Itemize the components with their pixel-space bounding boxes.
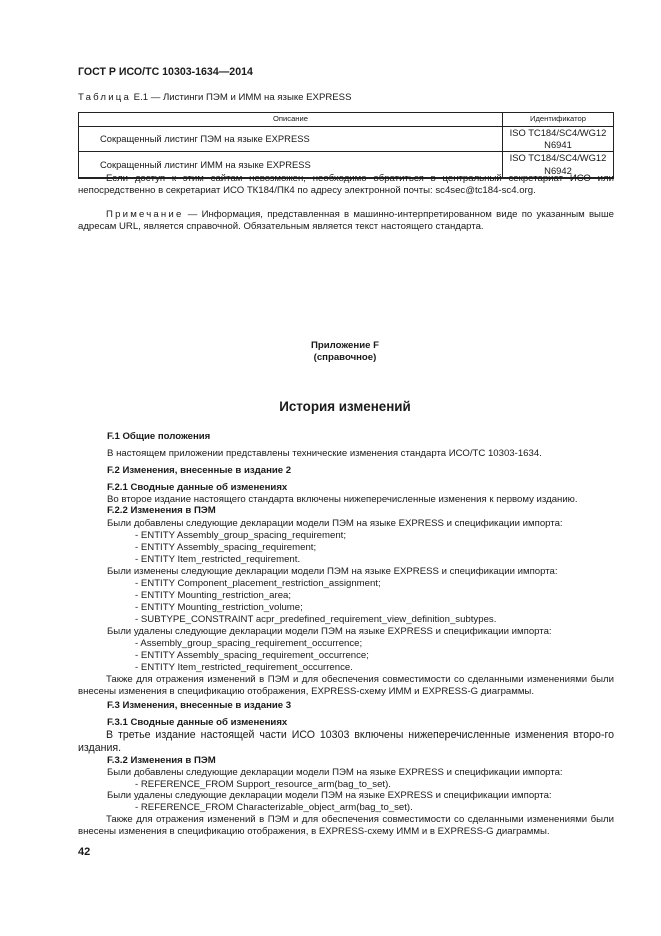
changed-intro: Были изменены следующие декларации модели ПЭМ на языке EXPRESS и спецификации импорта: — [107, 566, 558, 577]
page-number: 42 — [78, 846, 91, 858]
removed-intro: Были удалены следующие декларации модели ПЭМ на языке EXPRESS и спецификации импорта: — [107, 626, 552, 637]
list-item: - SUBTYPE_CONSTRAINT acpr_predefined_requirement_view_definition_subtypes. — [135, 614, 497, 625]
subsection-heading-f21: F.2.1 Сводные данные об изменениях — [107, 482, 288, 493]
appendix-heading — [0, 340, 661, 364]
list-item: - ENTITY Assembly_group_spacing_requirement; — [135, 530, 346, 541]
added-intro: Были добавлены следующие декларации модели ПЭМ на языке EXPRESS и спецификации импорта: — [107, 518, 563, 529]
table-row — [79, 127, 614, 152]
table-caption-label: Таблица — [78, 92, 132, 103]
table-cell: Сокращенный листинг ПЭМ на языке EXPRESS — [79, 127, 503, 152]
access-paragraph: Если доступ к этим сайтам невозможен, необходимо обратиться в центральный секретариат ИСО или непосредственно в секретариат ИСО ТК184/ПК4 по адресу электронной почты: sc4sec@tc184-sc4.org. — [78, 173, 614, 197]
list-item: - ENTITY Assembly_spacing_requirement; — [135, 542, 317, 553]
section-heading-f3: F.3 Изменения, внесенные в издание 3 — [107, 700, 292, 711]
subsection-heading-f31: F.3.1 Сводные данные об изменениях — [107, 717, 288, 728]
section-heading-f1: F.1 Общие положения — [107, 431, 211, 442]
list-item: - ENTITY Mounting_restriction_area; — [135, 590, 292, 601]
list-item: - REFERENCE_FROM Characterizable_object_arm(bag_to_set). — [135, 802, 413, 813]
removed-intro: Были удалены следующие декларации модели ПЭМ на языке EXPRESS и спецификации импорта: — [107, 790, 552, 801]
f3-closing-paragraph: Также для отражения изменений в ПЭМ и для обеспечения совместимости со сделанными изменениями были внесены изменения в спецификацию отображения, в EXPRESS-схему ИММ и в EXPRESS-G диаграммы. — [78, 814, 614, 838]
table-header-row — [79, 113, 614, 127]
note-paragraph — [78, 209, 614, 233]
table-caption-text: Е.1 — Листинги ПЭМ и ИММ на языке EXPRESS — [131, 92, 352, 103]
appendix-title: Приложение F — [311, 340, 379, 351]
history-title: История изменений — [279, 399, 411, 414]
section-heading-f2: F.2 Изменения, внесенные в издание 2 — [107, 465, 292, 476]
subsection-text-f31: В третье издание настоящей части ИСО 10303 включены нижеперечисленные изменения второ-го издания. — [78, 729, 614, 754]
table-caption — [78, 92, 351, 104]
note-label: Примечание — [106, 209, 184, 220]
document-header: ГОСТ Р ИСО/ТС 10303-1634—2014 — [78, 66, 253, 78]
listings-table — [78, 112, 614, 179]
f2-closing-paragraph: Также для отражения изменений в ПЭМ и для обеспечения совместимости со сделанными изменениями были внесены изменения в спецификацию отображения, EXPRESS-схему ИММ и EXPRESS-G диаграммы. — [78, 674, 614, 698]
list-item: - ENTITY Mounting_restriction_volume; — [135, 602, 303, 613]
subsection-text-f21: Во второе издание настоящего стандарта включены нижеперечисленные изменения к первому изданию. — [107, 494, 578, 505]
table-cell: ISO TC184/SC4/WG12 N6942 — [503, 152, 614, 178]
section-text-f1: В настоящем приложении представлены технические изменения стандарта ИСО/ТС 10303-1634. — [107, 448, 542, 459]
appendix-subtitle: (справочное) — [313, 352, 377, 363]
list-item: - ENTITY Item_restricted_requirement_occurrence. — [135, 662, 353, 673]
list-item: - ENTITY Component_placement_restriction_assignment; — [135, 578, 381, 589]
column-header-description: Описание — [79, 113, 503, 127]
table-cell: Сокращенный листинг ИММ на языке EXPRESS — [79, 152, 503, 178]
subsection-heading-f22: F.2.2 Изменения в ПЭМ — [107, 505, 216, 516]
column-header-identifier: Идентификатор — [503, 113, 614, 127]
list-item: - REFERENCE_FROM Support_resource_arm(bag_to_set). — [135, 779, 391, 790]
note-text: — Информация, представленная в машинно-интерпретированном виде по указанным выше адресам URL, является справочной. Обязательным является текст настоящего стандарта. — [78, 209, 614, 233]
list-item: - Assembly_group_spacing_requirement_occurrence; — [135, 638, 363, 649]
added-intro: Были добавлены следующие декларации модели ПЭМ на языке EXPRESS и спецификации импорта: — [107, 767, 563, 778]
table-cell: ISO TC184/SC4/WG12 N6941 — [503, 127, 614, 152]
subsection-heading-f32: F.3.2 Изменения в ПЭМ — [107, 755, 216, 766]
list-item: - ENTITY Assembly_spacing_requirement_occurrence; — [135, 650, 369, 661]
list-item: - ENTITY Item_restricted_requirement. — [135, 554, 301, 565]
